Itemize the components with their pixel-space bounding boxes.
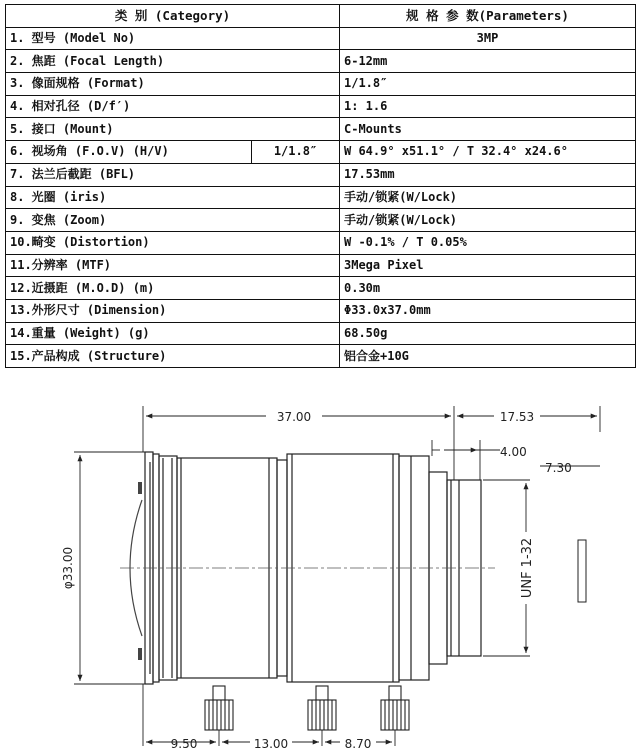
spec-row [6,345,636,368]
dim-screw1-label: 9.50 [170,737,198,751]
lens-dimension-drawing [0,392,640,751]
spec-value: 3Mega Pixel [340,254,636,277]
header-parameters: 规 格 参 数(Parameters) [340,5,636,28]
spec-value: 手动/锁紧(W/Lock) [340,209,636,232]
spec-category: 5. 接口 (Mount) [6,118,340,141]
spec-category: 7. 法兰后截距 (BFL) [6,163,340,186]
spec-value: W -0.1% / T 0.05% [340,231,636,254]
spec-value: 68.50g [340,322,636,345]
dim-screw2-label: 13.00 [253,737,289,751]
spec-row [6,209,636,232]
spec-value: 手动/锁紧(W/Lock) [340,186,636,209]
dim-flange-label: 4.00 [500,445,527,459]
dim-bfl-label: 17.53 [499,410,535,424]
header-category: 类 别 (Category) [6,5,340,28]
spec-category: 4. 相对孔径 (D/f′) [6,95,340,118]
spec-sub-format: 1/1.8″ [252,141,340,164]
spec-row [6,118,636,141]
spec-category: 6. 视场角 (F.O.V) (H/V) [6,141,252,164]
dim-thread-length-label: 7.30 [545,461,572,475]
spec-category: 10.畸变 (Distortion) [6,231,340,254]
spec-value: Φ33.0x37.0mm [340,299,636,322]
spec-row [6,95,636,118]
spec-row [6,231,636,254]
spec-value: W 64.9° x51.1° / T 32.4° x24.6° [340,141,636,164]
spec-row [6,141,636,164]
spec-value: 3MP [340,27,636,50]
spec-value: 铝合金+10G [340,345,636,368]
thread-side-view [578,540,586,602]
spec-header-row [6,5,636,28]
dim-diameter-label: φ33.00 [61,546,75,590]
spec-category: 9. 变焦 (Zoom) [6,209,340,232]
spec-category: 3. 像面规格 (Format) [6,73,340,96]
spec-value: 17.53mm [340,163,636,186]
spec-category: 11.分辨率 (MTF) [6,254,340,277]
screw-right [381,686,409,730]
spec-row [6,163,636,186]
spec-value: 0.30m [340,277,636,300]
spec-table [5,4,636,368]
spec-category: 1. 型号 (Model No) [6,27,340,50]
dim-length-label: 37.00 [276,410,312,424]
spec-row [6,322,636,345]
spec-row [6,50,636,73]
spec-category: 13.外形尺寸 (Dimension) [6,299,340,322]
dim-thread-label: UNF 1-32 [520,537,535,599]
spec-row [6,299,636,322]
spec-category: 14.重量 (Weight) (g) [6,322,340,345]
spec-row [6,277,636,300]
spec-category: 12.近摄距 (M.O.D) (m) [6,277,340,300]
spec-category: 2. 焦距 (Focal Length) [6,50,340,73]
screw-middle [308,686,336,730]
spec-value: 6-12mm [340,50,636,73]
spec-row [6,27,636,50]
screw-left [205,686,233,730]
spec-row [6,73,636,96]
spec-row [6,186,636,209]
spec-value: C-Mounts [340,118,636,141]
front-tab-bottom [138,648,142,660]
spec-row [6,254,636,277]
spec-category: 15.产品构成 (Structure) [6,345,340,368]
spec-category: 8. 光圈 (iris) [6,186,340,209]
dim-screw3-label: 8.70 [344,737,372,751]
spec-value: 1: 1.6 [340,95,636,118]
spec-value: 1/1.8″ [340,73,636,96]
front-tab-top [138,482,142,494]
